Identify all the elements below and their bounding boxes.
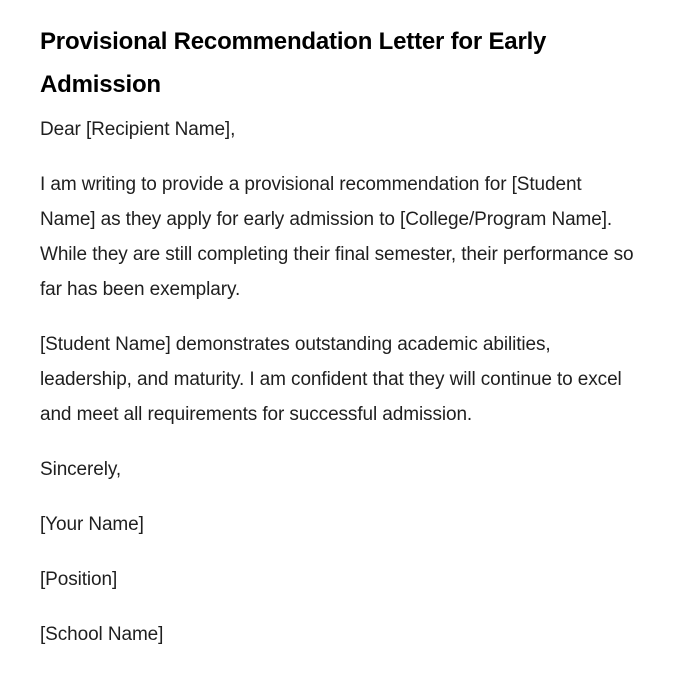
signature-position: [Position] <box>40 569 118 590</box>
body-paragraph-2: [Student Name] demonstrates outstanding academic abilities, leadership, and maturity. I am confident that they will continue to excel and meet all requirements for successful admission. <box>40 334 622 425</box>
signature-name: [Your Name] <box>40 514 144 535</box>
signature-school: [School Name] <box>40 624 164 645</box>
letter-document <box>40 20 640 652</box>
body-paragraph-1: I am writing to provide a provisional recommendation for [Student Name] as they apply for early admission to [College/Program Name]. While they are still completing their final semester, their performance so far has been exemplary. <box>40 174 634 300</box>
salutation: Dear [Recipient Name], <box>40 119 236 140</box>
letter-title: Provisional Recommendation Letter for Early Admission <box>40 28 547 98</box>
closing: Sincerely, <box>40 459 122 480</box>
